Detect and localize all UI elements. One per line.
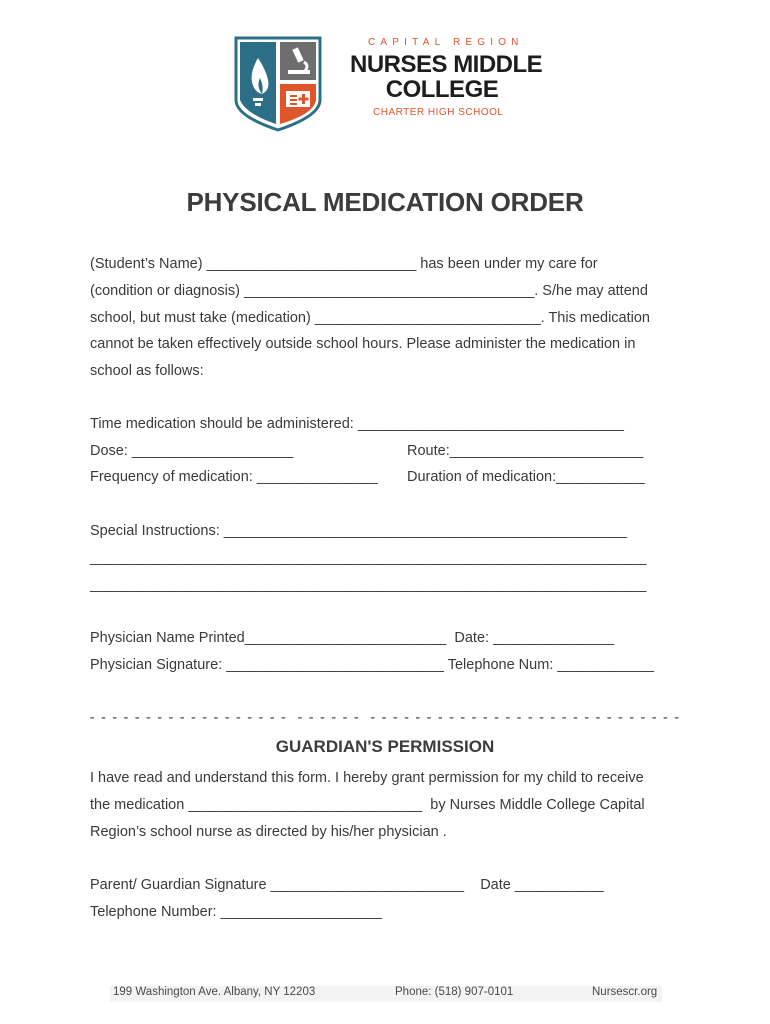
brand-region: CAPITAL REGION [368, 37, 524, 48]
student-name-line: (Student’s Name) __________________________ has been under my care for [90, 256, 598, 272]
footer-address: 199 Washington Ave. Albany, NY 12203 [113, 986, 316, 998]
cut-line-separator: - - - - - - - - - - - - - - - - - - - - - - - - - - - - - - - - - - - - - - - - - - - - - - - - - - - - [89, 710, 681, 726]
guardian-medication-line: the medication _____________________________ by Nurses Middle College Capital [90, 797, 645, 813]
footer-phone: Phone: (518) 907-0101 [395, 986, 514, 998]
guardian-permission-text: I have read and understand this form. I hereby grant permission for my child to receive [90, 770, 644, 786]
brand-subtitle: CHARTER HIGH SCHOOL [373, 107, 504, 118]
brand-name-line1: NURSES MIDDLE [350, 51, 543, 78]
brand-name-line2: COLLEGE [385, 76, 499, 103]
page-title: PHYSICAL MEDICATION ORDER [186, 187, 584, 217]
guardian-permission-text-end: Region’s school nurse as directed by his/her physician . [90, 824, 447, 840]
special-instructions-line-2: _____________________________________________________________________ [90, 550, 647, 566]
time-administered-field: Time medication should be administered: _________________________________ [90, 416, 624, 432]
physician-name-field: Physician Name Printed_________________________ Date: _______________ [90, 630, 615, 646]
guardian-signature-field: Parent/ Guardian Signature ________________________ Date ___________ [90, 877, 604, 893]
school-logo-shield [234, 36, 322, 132]
instruction-text-end: school as follows: [90, 363, 204, 379]
guardian-heading: GUARDIAN'S PERMISSION [275, 737, 495, 756]
first-aid-icon [286, 91, 310, 107]
medication-line: school, but must take (medication) ____________________________. This medication [90, 310, 650, 326]
route-field: Route:________________________ [407, 443, 644, 459]
physician-signature-field: Physician Signature: ___________________________ Telephone Num: ____________ [90, 657, 655, 673]
special-instructions-line-3: _____________________________________________________________________ [90, 577, 647, 593]
condition-line: (condition or diagnosis) ____________________________________. S/he may attend [90, 283, 648, 299]
dose-field: Dose: ____________________ [90, 443, 294, 459]
special-instructions-field: Special Instructions: __________________________________________________ [90, 523, 627, 539]
instruction-text: cannot be taken effectively outside school hours. Please administer the medication in [90, 336, 636, 352]
duration-field: Duration of medication:___________ [407, 469, 645, 485]
frequency-field: Frequency of medication: _______________ [90, 469, 378, 485]
footer-website: Nursescr.org [592, 986, 658, 998]
guardian-telephone-field: Telephone Number: ____________________ [90, 904, 382, 920]
